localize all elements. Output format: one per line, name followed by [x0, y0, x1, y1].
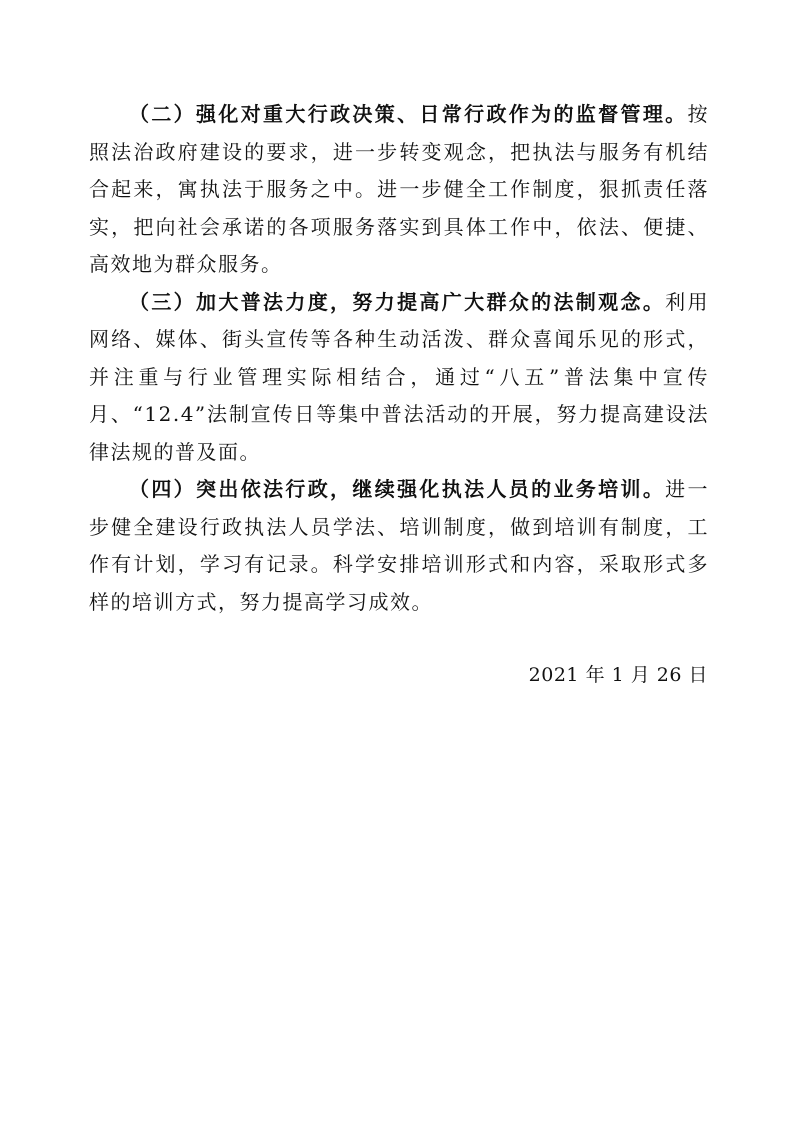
paragraph-supervision — [89, 96, 709, 284]
paragraph-training — [89, 471, 709, 621]
paragraph-heading: （四）突出依法行政，继续强化执法人员的业务培训。 — [129, 477, 666, 501]
paragraph-heading: （二）强化对重大行政决策、日常行政作为的监督管理。 — [129, 102, 688, 126]
paragraph-text: 进一步健全建设行政执法人员学法、培训制度，做到培训有制度，工作有计划，学习有记录。科学安排培训形式和内容，采取形式多样的培训方式，努力提高学习成效。 — [89, 477, 710, 614]
paragraph-heading: （三）加大普法力度，努力提高广大群众的法制观念。 — [129, 289, 666, 314]
document-body — [89, 96, 709, 621]
paragraph-law-popularization — [89, 284, 709, 472]
paragraph-text: 按照法治政府建设的要求，进一步转变观念，把执法与服务有机结合起来，寓执法于服务之中。进一步健全工作制度，狠抓责任落实，把向社会承诺的各项服务落实到具体工作中，依法、便捷、高效地为群众服务。 — [89, 102, 709, 276]
document-date: 2021 年 1 月 26 日 — [528, 664, 708, 686]
paragraph-text: 利用网络、媒体、街头宣传等各种生动活泼、群众喜闻乐见的形式，并注重与行业管理实际相结合，通过“八五”普法集中宣传月、“12.4”法制宣传日等集中普法活动的开展，努力提高建设法律法规的普及面。 — [89, 289, 710, 464]
